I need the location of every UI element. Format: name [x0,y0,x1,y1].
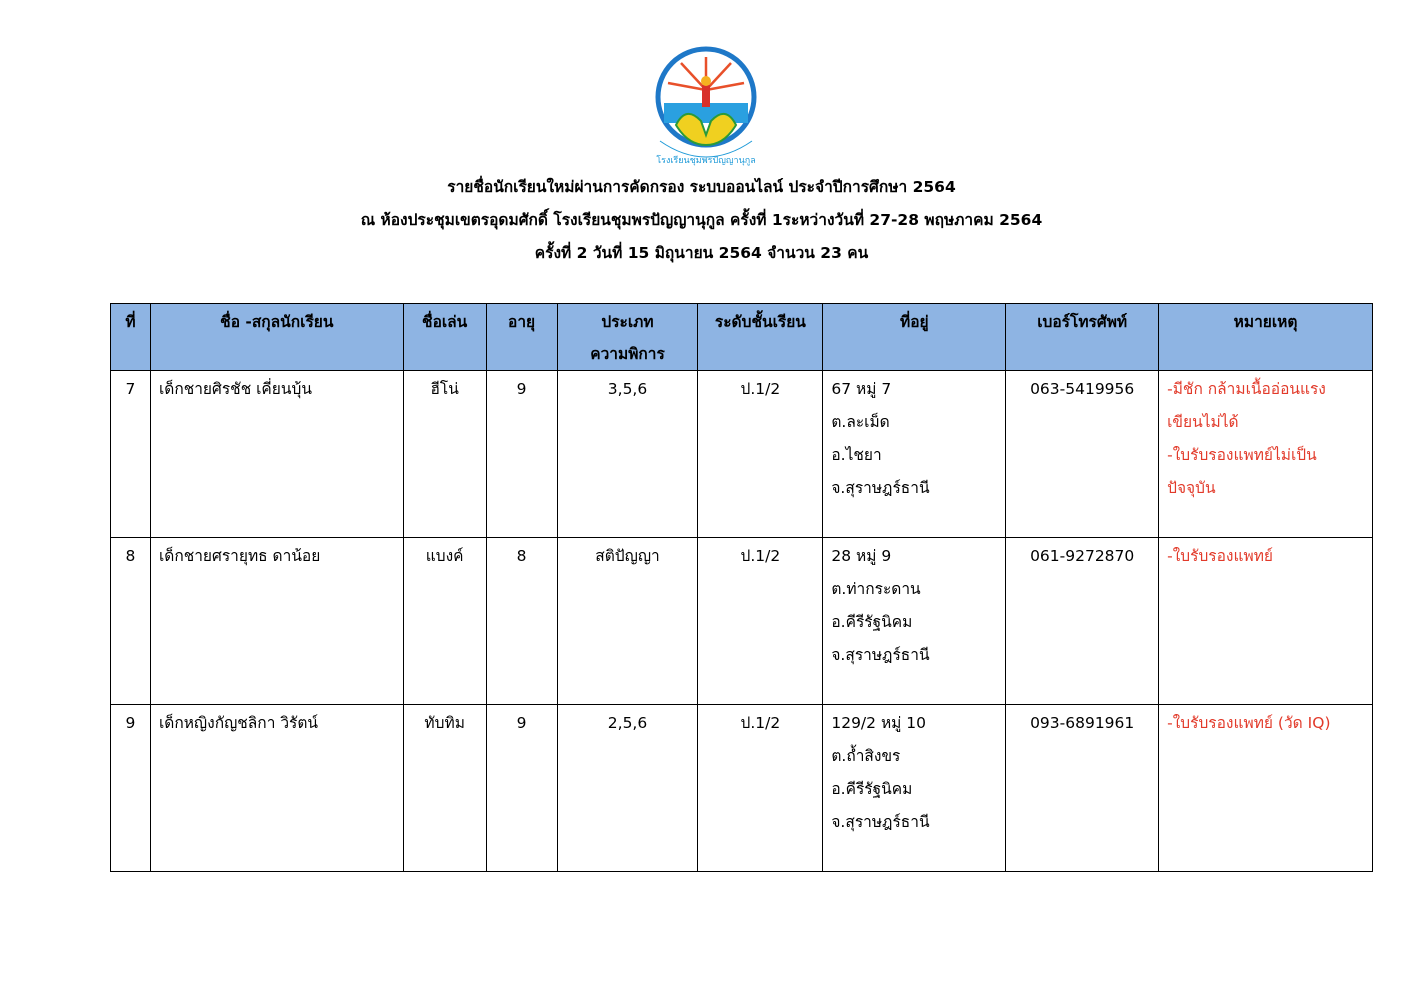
title-line-2: ณ ห้องประชุมเขตรอุดมศักดิ์ โรงเรียนชุมพรปัญญานุกูล ครั้งที่ 1ระหว่างวันที่ 27-28 พฤษภาคม 2564 [360,211,1043,229]
cell-note: -มีชัก กล้ามเนื้ออ่อนแรง เขียนไม่ได้ -ใบรับรองแพทย์ไม่เป็น ปัจจุบัน [1159,371,1373,538]
cell-age: 9 [486,705,557,872]
cell-type: 2,5,6 [557,705,698,872]
table-row [111,371,1373,538]
document-title [0,175,1403,274]
cell-no: 7 [111,371,151,538]
cell-type: 3,5,6 [557,371,698,538]
school-logo [646,45,766,170]
cell-level: ป.1/2 [698,371,823,538]
title-line-1: รายชื่อนักเรียนใหม่ผ่านการคัดกรอง ระบบออนไลน์ ประจำปีการศึกษา 2564 [447,178,956,196]
header-no: ที่ [111,304,151,371]
table-row [111,538,1373,705]
cell-level: ป.1/2 [698,705,823,872]
logo-caption: โรงเรียนชุมพรปัญญานุกูล [656,156,756,166]
cell-name: เด็กชายศิรชัช เคี่ยนบุ้น [150,371,403,538]
cell-type: สติปัญญา [557,538,698,705]
cell-no: 9 [111,705,151,872]
cell-nickname: แบงค์ [403,538,486,705]
header-type: ประเภท ความพิการ [557,304,698,371]
cell-nickname: ทับทิม [403,705,486,872]
cell-age: 9 [486,371,557,538]
cell-level: ป.1/2 [698,538,823,705]
cell-nickname: ฮีโน่ [403,371,486,538]
cell-name: เด็กชายศรายุทธ ดาน้อย [150,538,403,705]
cell-address: 67 หมู่ 7 ต.ละเม็ด อ.ไชยา จ.สุราษฎร์ธานี [823,371,1006,538]
cell-age: 8 [486,538,557,705]
table-header-row [111,304,1373,371]
cell-no: 8 [111,538,151,705]
header-age: อายุ [486,304,557,371]
cell-phone: 061-9272870 [1006,538,1159,705]
cell-phone: 093-6891961 [1006,705,1159,872]
header-level: ระดับชั้นเรียน [698,304,823,371]
title-line-3: ครั้งที่ 2 วันที่ 15 มิถุนายน 2564 จำนวน 23 คน [534,244,869,262]
header-name: ชื่อ -สกุลนักเรียน [150,304,403,371]
header-address: ที่อยู่ [823,304,1006,371]
header-note: หมายเหตุ [1159,304,1373,371]
header-phone: เบอร์โทรศัพท์ [1006,304,1159,371]
header-nickname: ชื่อเล่น [403,304,486,371]
cell-address: 129/2 หมู่ 10 ต.ถ้ำสิงขร อ.คีรีรัฐนิคม จ.สุราษฎร์ธานี [823,705,1006,872]
cell-phone: 063-5419956 [1006,371,1159,538]
cell-note: -ใบรับรองแพทย์ (วัด IQ) [1159,705,1373,872]
cell-address: 28 หมู่ 9 ต.ท่ากระดาน อ.คีรีรัฐนิคม จ.สุราษฎร์ธานี [823,538,1006,705]
cell-name: เด็กหญิงกัญชลิกา วิรัตน์ [150,705,403,872]
table-row [111,705,1373,872]
cell-note: -ใบรับรองแพทย์ [1159,538,1373,705]
student-table [110,303,1373,872]
